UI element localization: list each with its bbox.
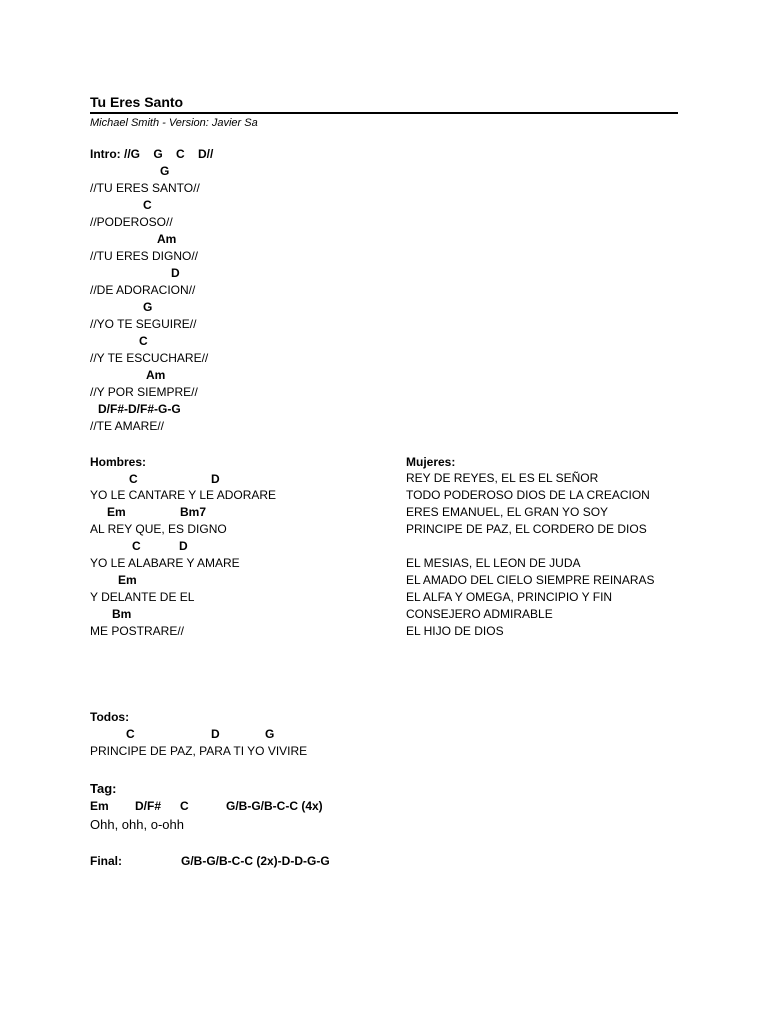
intro-lyric: //Y POR SIEMPRE// bbox=[90, 385, 198, 399]
hombres-chord: Em bbox=[118, 573, 137, 587]
title-divider bbox=[90, 112, 678, 114]
hombres-lyric: YO LE CANTARE Y LE ADORARE bbox=[90, 488, 277, 502]
tag-chord: G/B-G/B-C-C (4x) bbox=[226, 799, 323, 813]
intro-chord: G bbox=[143, 300, 153, 314]
mujeres-lyric: CONSEJERO ADMIRABLE bbox=[406, 607, 553, 621]
tag-chord: D/F# bbox=[135, 799, 162, 813]
hombres-chord: C bbox=[129, 472, 138, 486]
intro-chord: C bbox=[143, 198, 152, 212]
mujeres-lyric: EL ALFA Y OMEGA, PRINCIPIO Y FIN bbox=[406, 590, 613, 604]
tag-lyric: Ohh, ohh, o-ohh bbox=[90, 817, 184, 832]
tag-chord: C bbox=[180, 799, 189, 813]
mujeres-label: Mujeres: bbox=[406, 455, 456, 469]
mujeres-lyric: PRINCIPE DE PAZ, EL CORDERO DE DIOS bbox=[406, 522, 647, 536]
hombres-chord: D bbox=[211, 472, 220, 486]
hombres-chord: Bm bbox=[112, 607, 132, 621]
intro-chord: Am bbox=[157, 232, 177, 246]
hombres-chord: C bbox=[132, 539, 141, 553]
mujeres-lyric: ERES EMANUEL, EL GRAN YO SOY bbox=[406, 505, 609, 519]
hombres-chord: Em bbox=[107, 505, 126, 519]
intro-lyric: //TE AMARE// bbox=[90, 419, 165, 433]
final-label: Final: bbox=[90, 854, 122, 868]
hombres-chord: D bbox=[179, 539, 188, 553]
mujeres-lyric: EL AMADO DEL CIELO SIEMPRE REINARAS bbox=[406, 573, 655, 587]
intro-label: Intro: //G G C D// bbox=[90, 147, 214, 161]
intro-lyric: //Y TE ESCUCHARE// bbox=[90, 351, 209, 365]
final-chords: G/B-G/B-C-C (2x)-D-D-G-G bbox=[181, 854, 330, 868]
song-subtitle: Michael Smith - Version: Javier Sa bbox=[90, 117, 258, 129]
hombres-lyric: Y DELANTE DE EL bbox=[90, 590, 195, 604]
intro-lyric: //TU ERES DIGNO// bbox=[90, 249, 199, 263]
mujeres-lyric: REY DE REYES, EL ES EL SEÑOR bbox=[406, 471, 599, 485]
intro-chord: D bbox=[171, 266, 180, 280]
hombres-lyric: AL REY QUE, ES DIGNO bbox=[90, 522, 227, 536]
intro-chord: G bbox=[160, 164, 170, 178]
song-title: Tu Eres Santo bbox=[90, 94, 184, 110]
todos-label: Todos: bbox=[90, 710, 130, 724]
mujeres-lyric: EL MESIAS, EL LEON DE JUDA bbox=[406, 556, 581, 570]
hombres-lyric: YO LE ALABARE Y AMARE bbox=[90, 556, 240, 570]
intro-lyric: //YO TE SEGUIRE// bbox=[90, 317, 197, 331]
mujeres-lyric: TODO PODEROSO DIOS DE LA CREACION bbox=[406, 488, 650, 502]
todos-lyric: PRINCIPE DE PAZ, PARA TI YO VIVIRE bbox=[90, 744, 308, 758]
mujeres-lyric: EL HIJO DE DIOS bbox=[406, 624, 504, 638]
todos-chord: C bbox=[126, 727, 135, 741]
todos-chord: G bbox=[265, 727, 275, 741]
intro-lyric: //PODEROSO// bbox=[90, 215, 173, 229]
tag-chord: Em bbox=[90, 799, 109, 813]
intro-lyric: //TU ERES SANTO// bbox=[90, 181, 200, 195]
intro-chord: Am bbox=[146, 368, 166, 382]
hombres-lyric: ME POSTRARE// bbox=[90, 624, 185, 638]
todos-chord: D bbox=[211, 727, 220, 741]
tag-label: Tag: bbox=[90, 781, 117, 796]
hombres-chord: Bm7 bbox=[180, 505, 207, 519]
intro-lyric: //DE ADORACION// bbox=[90, 283, 196, 297]
intro-chord: D/F#-D/F#-G-G bbox=[98, 402, 181, 416]
intro-chord: C bbox=[139, 334, 148, 348]
hombres-label: Hombres: bbox=[90, 455, 147, 469]
